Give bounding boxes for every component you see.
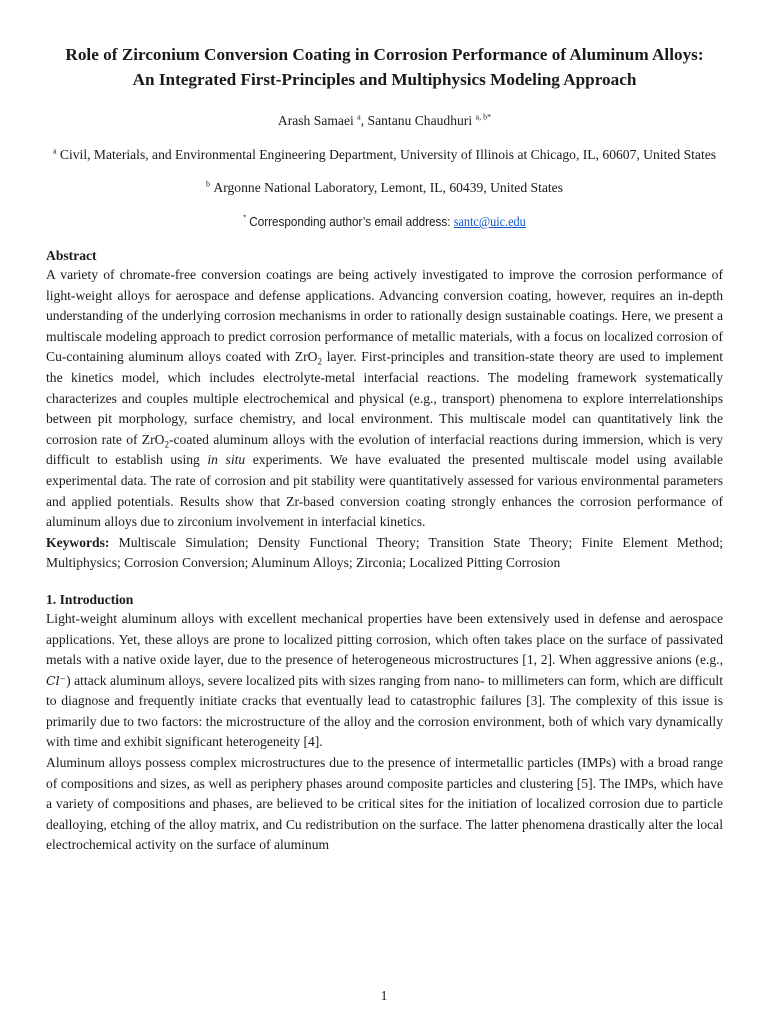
- introduction-paragraph-1: [46, 609, 723, 753]
- corresponding-author: [80, 213, 689, 231]
- keywords-text: Multiscale Simulation; Density Functional Theory; Transition State Theory; Finite Element Method; Multiphysics; Corrosion Conversion; Aluminum Alloys; Zirconia; Localized Pitting Corrosion: [46, 534, 723, 571]
- paragraph-text-part: ) attack aluminum alloys, severe localized pits with sizes ranging from nano- to millimeters can form, which are difficult to diagnose and frequently initiate cracks that eventually lead to catastrophic failures [3]. The complexity of this issue is primarily due to two factors: the microstructure of the alloy and the corrosion environment, both of which vary dynamically with time and exhibit significant heterogeneity [4].: [46, 672, 723, 750]
- author-name: Arash Samaei: [277, 113, 354, 128]
- email-link[interactable]: santc@uic.edu: [453, 214, 526, 229]
- affiliation-mark: b: [206, 179, 210, 189]
- paper-title: [46, 42, 723, 92]
- affiliation-mark: a: [52, 146, 57, 156]
- author-affiliation-mark: a, b*: [475, 112, 492, 122]
- introduction-heading: 1. Introduction: [46, 591, 134, 607]
- paragraph-text-part: Light-weight aluminum alloys with excellent mechanical properties have been extensively used in defense and aerospace applications. Yet, these alloys are prone to localized pitting corrosion, which often takes place on the surface of passivated metals with a native oxide layer, due to the presence of heterogeneous microstructures [1, 2]. When aggressive anions (e.g.,: [46, 610, 723, 668]
- keywords-paragraph: [46, 533, 723, 574]
- abstract-paragraph: [46, 265, 723, 533]
- math-chloride: Cl⁻: [46, 672, 67, 688]
- subscript: 2: [317, 357, 322, 368]
- abstract-text-part: -coated aluminum alloys with the evolution of interfacial reactions during immersion, which is very difficult to establish using: [46, 431, 723, 468]
- affiliation-text: Argonne National Laboratory, Lemont, IL, 60439, United States: [213, 180, 563, 195]
- corresponding-label: Corresponding author’s email address:: [249, 214, 454, 229]
- abstract-text-part: A variety of chromate-free conversion coatings are being actively investigated to improve the corrosion performance of light-weight alloys for aerospace and defense applications. Advancing conversion coating, however, requires an in-depth understanding of the underlying corrosion mechanisms in order to rationally design sustainable coatings. Here, we present a multiscale modeling approach to predict corrosion performance of metallic materials, with a focus on localized corrosion of Cu-containing aluminum alloys coated with ZrO: [46, 267, 723, 365]
- abstract-heading: Abstract: [46, 248, 97, 263]
- affiliation-text: Civil, Materials, and Environmental Engineering Department, University of Illinois at Chicago, IL, 60607, United States: [59, 147, 717, 162]
- author-name: Santanu Chaudhuri: [367, 113, 473, 128]
- italic-term: in situ: [207, 452, 246, 468]
- subscript: 2: [164, 439, 169, 450]
- abstract-text-part: layer. First-principles and transition-state theory are used to implement the kinetics model, which includes electrolyte-metal interfacial reactions. The modeling framework systematically characterizes and couples multiple electrochemical and physical (e.g., transport) phenomena to explore interrelationships between pit morphology, surface chemistry, and local environment. This multiscale model can quantitatively link the corrosion rate of ZrO: [46, 349, 723, 447]
- paper-page: [46, 42, 723, 856]
- abstract-text-part: experiments. We have evaluated the presented multiscale model using available experimental data. The rate of corrosion and pit stability were quantitatively assessed for various environmental parameters and applied potentials. Results show that Zr-based conversion coating strongly enhances the corrosion performance of aluminum alloys due to zirconium involvement in interfacial kinetics.: [46, 452, 723, 530]
- affiliation-b: [46, 179, 723, 197]
- author-separator: ,: [360, 113, 368, 128]
- affiliation-a: [46, 146, 723, 164]
- introduction-paragraph-2: Aluminum alloys possess complex microstructures due to the presence of intermetallic particles (IMPs) with a broad range of compositions and sizes, as well as periphery phases around composite particles and clustering [5]. The IMPs, which have a variety of compositions and phases, are believed to be critical sites for the initiation of localized corrosion due to particle dealloying, etching of the alloy matrix, and Cu redistribution on the surface. The latter phenomena drastically alter the local electrochemical activity on the surface of aluminum: [46, 755, 723, 853]
- author-list: [46, 112, 723, 130]
- corresponding-mark: *: [243, 213, 247, 223]
- author-affiliation-mark: a: [357, 112, 361, 122]
- title-line-1: Role of Zirconium Conversion Coating in Corrosion Performance of Aluminum Alloys:: [65, 45, 704, 64]
- page-number: 1: [380, 988, 388, 1003]
- keywords-label: Keywords:: [46, 534, 110, 550]
- title-line-2: An Integrated First-Principles and Multiphysics Modeling Approach: [132, 70, 637, 89]
